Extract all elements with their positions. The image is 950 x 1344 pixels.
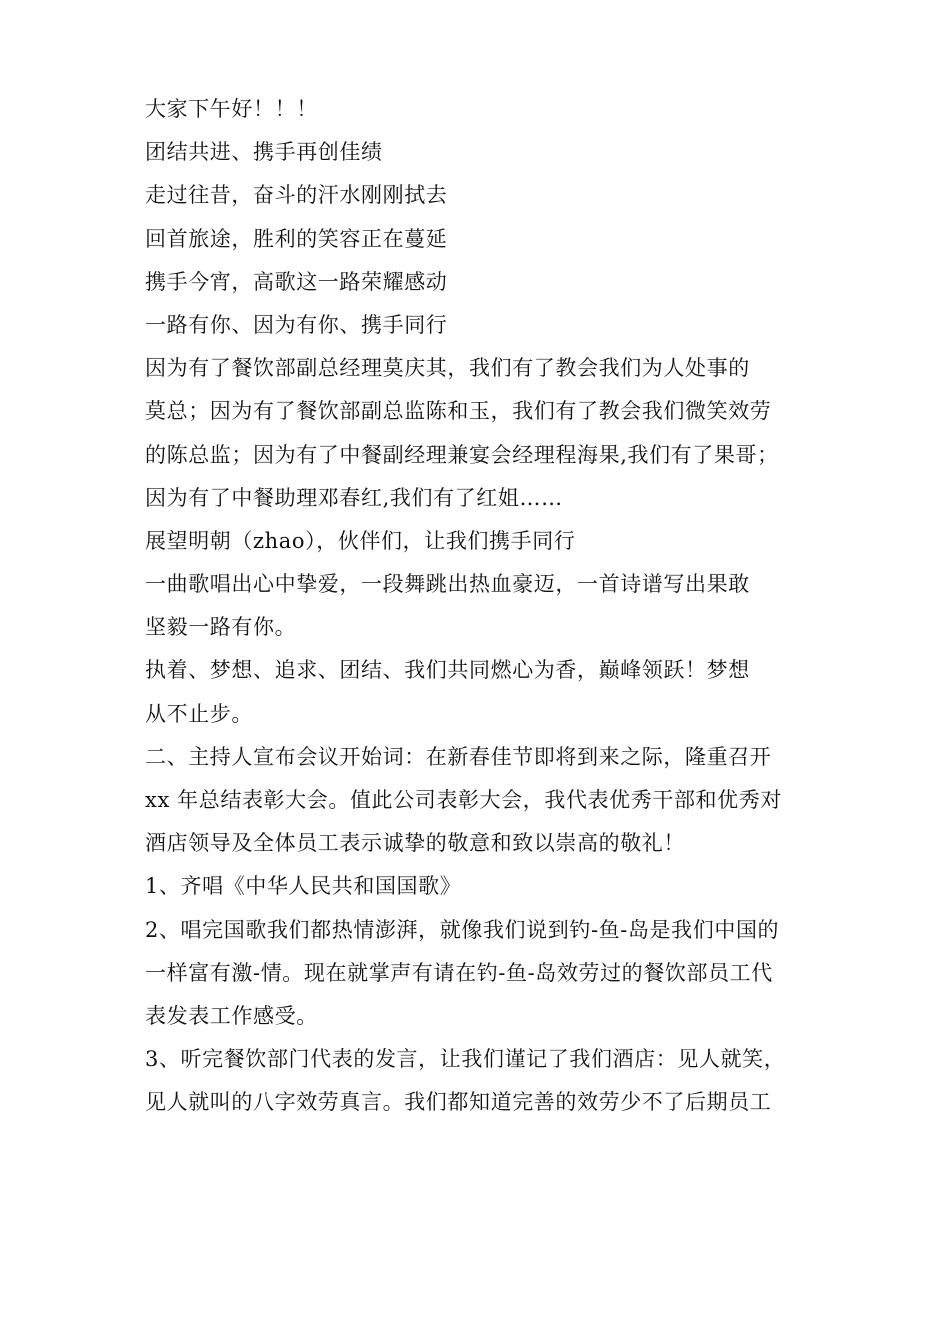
text-line-greeting: 大家下午好！！！ [145, 97, 318, 121]
text-line: 展望明朝（zhao），伙伴们，让我们携手同行 [145, 528, 576, 553]
text-line: xx 年总结表彰大会。值此公司表彰大会，我代表优秀干部和优秀对 [145, 788, 782, 812]
text-line: 因为有了中餐助理邓春红,我们有了红姐…… [145, 485, 563, 510]
document-body [145, 88, 813, 1125]
text-line: 走过往昔，奋斗的汗水刚刚拭去 [145, 183, 448, 208]
text-line: 因为有了餐饮部副总经理莫庆其，我们有了教会我们为人处事的 [145, 356, 750, 381]
text-line: 见人就叫的八字效劳真言。我们都知道完善的效劳少不了后期员工 [145, 1090, 772, 1115]
text-line: 表发表工作感受。 [145, 1003, 318, 1028]
section-heading-opening: 二、主持人宣布会议开始词：在新春佳节即将到来之际，隆重召开 [145, 744, 772, 769]
text-line: 执着、梦想、追求、团结、我们共同燃心为香，巅峰领跃！梦想 [145, 658, 750, 683]
text-line: 坚毅一路有你。 [145, 615, 297, 640]
text-line-theme: 团结共进、携手再创佳绩 [145, 140, 383, 165]
text-line: 回首旅途，胜利的笑容正在蔓延 [145, 226, 448, 251]
list-item-2: 2、唱完国歌我们都热情澎湃，就像我们说到钓-鱼-岛是我们中国的 [145, 917, 780, 942]
text-line: 一曲歌唱出心中挚爱，一段舞跳出热血豪迈，一首诗谱写出果敢 [145, 572, 750, 597]
text-line: 酒店领导及全体员工表示诚挚的敬意和致以崇高的敬礼！ [145, 831, 685, 856]
list-item-1: 1、齐唱《中华人民共和国国歌》 [145, 874, 462, 899]
text-line: 一路有你、因为有你、携手同行 [145, 312, 448, 337]
text-line: 携手今宵，高歌这一路荣耀感动 [145, 269, 448, 294]
text-line: 一样富有激-情。现在就掌声有请在钓-鱼-岛效劳过的餐饮部员工代 [145, 960, 773, 985]
text-line: 的陈总监；因为有了中餐副经理兼宴会经理程海果,我们有了果哥； [145, 442, 779, 467]
list-item-3: 3、听完餐饮部门代表的发言，让我们谨记了我们酒店：见人就笑， [145, 1047, 786, 1072]
text-line: 从不止步。 [145, 701, 253, 726]
text-line: 莫总；因为有了餐饮部副总监陈和玉，我们有了教会我们微笑效劳 [145, 399, 772, 424]
